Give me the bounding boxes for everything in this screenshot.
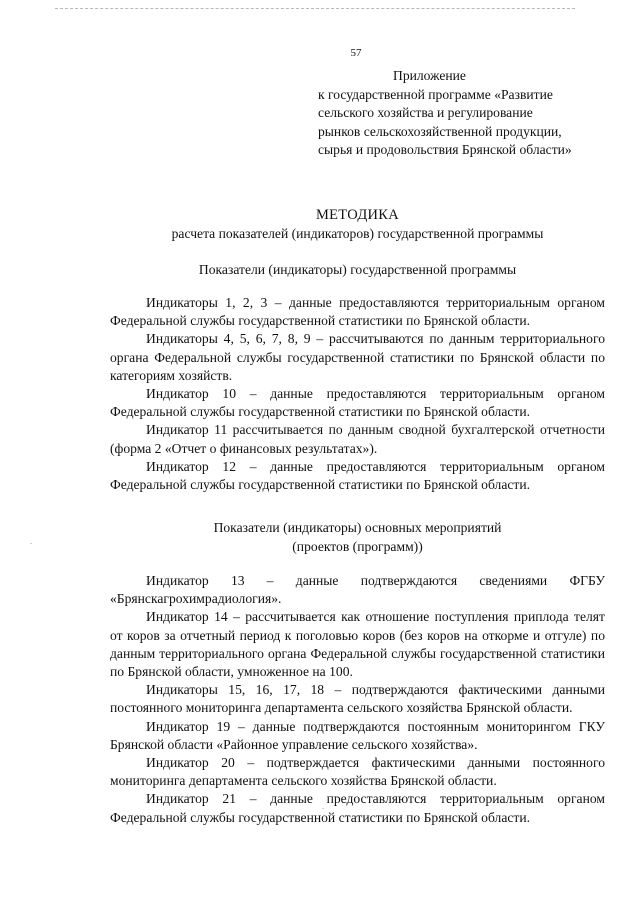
section2-heading-line: Показатели (индикаторы) основных мероприятий xyxy=(213,520,502,535)
appendix-heading: Приложение xyxy=(393,68,466,83)
document-title: МЕТОДИКА xyxy=(315,207,400,223)
paragraph: Индикаторы 1, 2, 3 – данные предоставляются территориальным органом Федеральной службы государственной статистики по Брянской области. xyxy=(110,295,605,329)
scan-edge-line xyxy=(55,8,575,9)
paragraph: Индикатор 21 – данные предоставляются территориальным органом Федеральной службы государственной статистики по Брянской области. xyxy=(110,791,605,825)
paragraph: Индикатор 11 рассчитывается по данным сводной бухгалтерской отчетности (форма 2 «Отчет о финансовых результатах»). xyxy=(110,422,605,456)
paragraph: Индикатор 13 – данные подтверждаются сведениями ФГБУ «Брянскагрохимрадиология». xyxy=(110,573,605,607)
scan-speck xyxy=(30,543,32,544)
paragraph: Индикатор 14 – рассчитывается как отношение поступления приплода телят от коров за отчетный период к поголовью коров (без коров на откорме и отгуле) по данным территориального органа Федеральной службы государственной статистики по Брянской области, умноженное на 100. xyxy=(110,609,605,680)
page-number: 57 xyxy=(350,47,362,59)
section1-heading: Показатели (индикаторы) государственной программы xyxy=(198,262,517,277)
appendix-line: сырья и продовольствия Брянской области» xyxy=(318,142,572,157)
appendix-line: сельского хозяйства и регулирование xyxy=(318,105,533,120)
document-subtitle: расчета показателей (индикаторов) государственной программы xyxy=(171,225,544,241)
appendix-line: рынков сельскохозяйственной продукции, xyxy=(318,123,562,139)
title-block xyxy=(110,206,605,243)
section1-body xyxy=(110,294,605,494)
section2-heading xyxy=(110,519,605,556)
section2-body xyxy=(110,572,605,827)
section2-heading-line: (проектов (программ)) xyxy=(292,538,423,554)
appendix-block xyxy=(318,67,618,160)
paragraph: Индикатор 20 – подтверждается фактическими данными постоянного мониторинга департамента сельского хозяйства Брянской области. xyxy=(110,755,605,789)
appendix-line: к государственной программе «Развитие xyxy=(318,86,553,102)
paragraph: Индикатор 10 – данные предоставляются территориальным органом Федеральной службы государственной статистики по Брянской области. xyxy=(110,386,605,420)
paragraph: Индикаторы 4, 5, 6, 7, 8, 9 – рассчитываются по данным территориального органа Федеральной службы государственной статистики по Брянской области по категориям хозяйств. xyxy=(110,331,605,383)
paragraph: Индикаторы 15, 16, 17, 18 – подтверждаются фактическими данными постоянного мониторинга департамента сельского хозяйства Брянской области. xyxy=(110,682,605,716)
paragraph: Индикатор 19 – данные подтверждаются постоянным мониторингом ГКУ Брянской области «Районное управление сельского хозяйства». xyxy=(110,718,605,752)
paragraph: Индикатор 12 – данные предоставляются территориальным органом Федеральной службы государственной статистики по Брянской области. xyxy=(110,458,605,493)
